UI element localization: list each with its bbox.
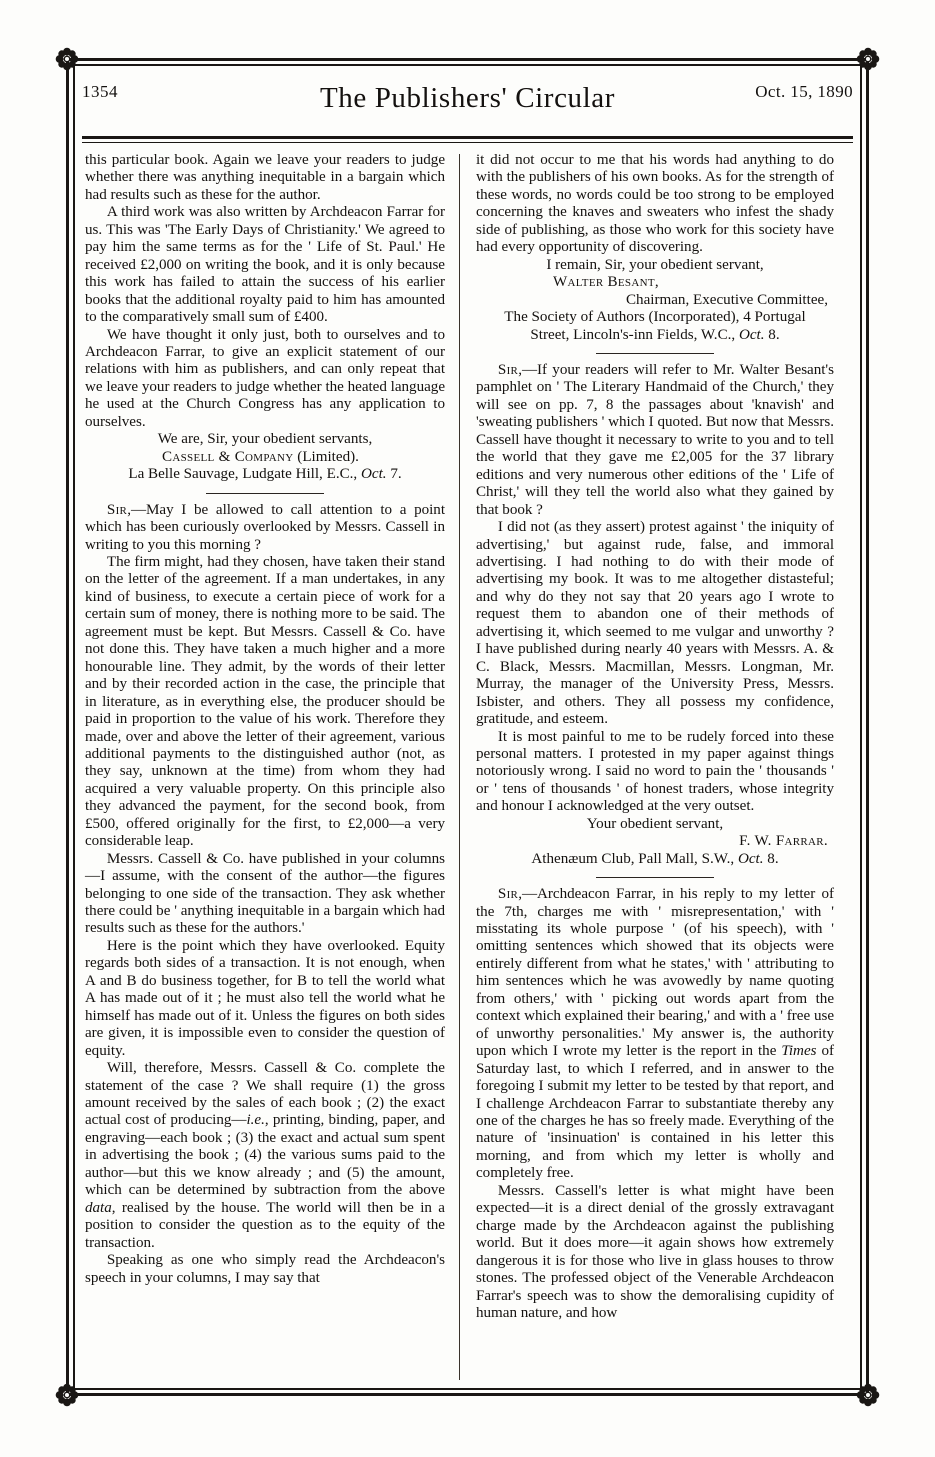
address-month: Oct. <box>738 326 765 343</box>
address-day: 7. <box>386 466 402 483</box>
address-month: Oct. <box>737 850 764 867</box>
frame-top-inner-rule <box>66 64 869 66</box>
paragraph-text: ,—May I be allowed to call attention to a point which has been curiously overlooked by Messrs. Cassell in writing to you this morning ? <box>85 501 445 553</box>
paragraph: We have thought it only just, both to ourselves and to Archdeacon Farrar, to give an explicit statement of our relations with him as publishers, and can only repeat that we leave your readers to judge whether the heated language he used at the Church Congress has any application to ourselves. <box>85 326 445 430</box>
letter-closing: Your obedient servant, <box>586 815 724 832</box>
latin-term: data <box>85 1199 112 1216</box>
address-text: Athenæum Club, Pall Mall, S.W., <box>531 850 738 867</box>
salutation: Sir <box>497 886 519 903</box>
signature-name: Walter Besant, <box>553 274 659 291</box>
signature-name: F. W. Farrar. <box>739 833 828 850</box>
left-column <box>85 152 459 1382</box>
paragraph <box>476 886 834 1183</box>
paragraph-text: , realised by the house. The world will then be in a position to consider the question as to the equity of the transaction. <box>85 1199 445 1251</box>
letter-separator-rule <box>596 353 714 354</box>
salutation: Sir <box>497 361 519 378</box>
publication-title: The Publishers' Circular <box>319 82 616 114</box>
rosette-ornament-icon <box>52 44 82 74</box>
paragraph: It is most painful to me to be rudely forced into these personal matters. I protested in my paper against things notoriously wrong. I said no word to pain the ' thousands ' or ' tens of thousands ' of honest traders, whose integrity and honour I acknowledged at the very outset. <box>476 728 834 815</box>
address-day: 8. <box>764 326 780 343</box>
letter-signature <box>476 833 834 850</box>
frame-bottom-inner-rule <box>66 1388 869 1390</box>
paragraph-text: of Saturday last, to which I referred, and in answer to the foregoing I submit my letter to be tested by that report, and I challenge Archdeacon Farrar to substantiate thereby any one of the charges he has so freely made. Everything of the nature of 'insinuation' is contained in his letter this morning, and from which my letter is wholly and completely free. <box>476 1043 834 1182</box>
paragraph: The firm might, had they chosen, have taken their stand on the letter of the agreement. If a man undertakes, in any kind of business, to execute a certain piece of work for a certain sum of money, there is nothing more to be said. The agreement must be kept. But Messrs. Cassell & Co. have not done this. They have taken a much higher and a more honourable line. They admit, by the words of their letter and by their recorded action in the case, the principle that in literature, as in everything else, the producer should be paid in proportion to the value of his work. Therefore they made, over and above the letter of their agreement, various additional payments to the distinguished author (not, as they say, unknown at the time) from whom they had acquired a very valuable property. On this principle also they advanced the payment, for the second book, from £500, offered originally for the first, to £2,000—a very considerable leap. <box>85 553 445 850</box>
letter-signature <box>85 449 445 466</box>
address-text: Street, Lincoln's-inn Fields, W.C., <box>530 326 739 343</box>
masthead-rule-lower <box>82 142 853 143</box>
rosette-ornament-icon <box>853 44 883 74</box>
two-column-body <box>85 152 850 1382</box>
issue-date: Oct. 15, 1890 <box>755 82 853 101</box>
frame-left-outer-rule <box>66 58 69 1396</box>
rosette-ornament-icon <box>52 1380 82 1410</box>
frame-right-inner-rule <box>860 58 862 1396</box>
paragraph: it did not occur to me that his words had anything to do with the publishers of his own books. As for the strength of these words, no words could be too strong to be employed concerning the knaves and sweaters who infest the shady side of publishing, as those who work for this society have had every opportunity of discovering. <box>476 152 834 256</box>
ornamental-frame <box>66 58 869 1396</box>
rosette-ornament-icon <box>853 1380 883 1410</box>
signature-name: Cassell & Company <box>162 448 294 465</box>
paragraph: Messrs. Cassell's letter is what might have been expected—it is a direct denial of the grossly extravagant charge made by the Archdeacon against the publishing world. But it does more—it again shows how extremely dangerous it is for those who live in glass houses to throw stones. The professed object of the Venerable Archdeacon Farrar's speech was to show the demoralising cupidity of human nature, and how <box>476 1182 834 1321</box>
signature-suffix: (Limited). <box>293 448 359 465</box>
letter-address <box>85 466 445 483</box>
paragraph: Messrs. Cassell & Co. have published in your columns—I assume, with the consent of the author—the figures belonging to one side of the transaction. They ask whether there could be ' anything inequitable in a bargain which had results such as these for the authors.' <box>85 850 445 937</box>
newspaper-title: Times <box>781 1043 817 1060</box>
paragraph-text: , printing, binding, paper, and engraving—each book ; (3) the exact and actual sum spent in advertising the book ; (4) the various sums paid to the author—but this we know already ; and (5) the amount, which can be determined by subtraction from the above <box>85 1112 445 1199</box>
letter-separator-rule <box>206 493 324 494</box>
address-month: Oct. <box>360 466 387 483</box>
paragraph: Speaking as one who simply read the Archdeacon's speech in your columns, I may say that <box>85 1252 445 1286</box>
paragraph: this particular book. Again we leave your readers to judge whether there was anything inequitable in a bargain which had results such as these for the author. <box>85 152 445 203</box>
letter-address: The Society of Authors (Incorporated), 4 Portugal <box>504 309 806 326</box>
signatory-role: Chairman, Executive Committee, <box>625 291 828 308</box>
letter-closing: I remain, Sir, your obedient servant, <box>546 256 764 273</box>
paragraph-text: ,—If your readers will refer to Mr. Walter Besant's pamphlet on ' The Literary Handmaid of the Church,' they will see on pp. 7, 8 the passages about 'knavish' and 'sweating publishers ' which I quoted. But now that Messrs. Cassell have thought it necessary to write to you and to tell the world that they gave me £2,005 for the 37 library editions and very numerous other editions of the ' Life of Christ,' will they tell the world also what they gained by that book ? <box>476 361 834 518</box>
letter-address <box>476 327 834 344</box>
masthead-rule-upper <box>82 136 853 139</box>
latin-abbreviation: i.e. <box>246 1112 265 1129</box>
paragraph-text: Will, therefore, Messrs. Cassell & Co. complete the statement of the case ? We shall require (1) the gross amount received by the sales of each book ; (2) the exact actual cost of producing— <box>85 1060 445 1129</box>
frame-right-outer-rule <box>866 58 869 1396</box>
letter-closing: We are, Sir, your obedient servants, <box>157 431 373 448</box>
paragraph <box>85 502 445 554</box>
page-folio-number: 1354 <box>82 82 118 101</box>
salutation: Sir <box>106 501 128 518</box>
paragraph: I did not (as they assert) protest against ' the iniquity of advertising,' but against rude, false, and immoral advertising. I had nothing to do with their mode of advertising my book. It was to me altogether distasteful; and why do they not say that 20 years ago I wrote to request them to abandon one of their methods of advertising it, which seemed to me vulgar and unworthy ? I have published during nearly 40 years with Messrs. A. & C. Black, Messrs. Macmillan, Messrs. Longman, Mr. Murray, the manager of the University Press, Messrs. Isbister, and others. They all possess my confidence, gratitude, and esteem. <box>476 519 834 728</box>
address-text: La Belle Sauvage, Ludgate Hill, E.C., <box>128 466 361 483</box>
paragraph <box>85 1060 445 1252</box>
letter-signature <box>476 274 834 291</box>
paragraph: Here is the point which they have overlooked. Equity regards both sides of a transaction. It is not enough, when A and B do business together, for B to tell the world what A has made out of it ; he must also tell the world what he himself has made out of it. Unless the figures on both sides are given, it is impossible even to consider the question of equity. <box>85 937 445 1059</box>
paragraph-text: ,—Archdeacon Farrar, in his reply to my letter of the 7th, charges me with ' misrepresentation,' with ' misstating its whole purpose ' (of his speech), with ' omitting sentences which showed that its objects were entirely different from what he states,' with ' attributing to him sentences which he was avowedly by name quoting from others,' with ' picking out words apart from the context which explained their bearing,' and with a ' free use of unworthy personalities.' My answer is, the authority upon which I wrote my letter is the report in the <box>476 886 834 1060</box>
frame-top-outer-rule <box>66 58 869 61</box>
frame-bottom-outer-rule <box>66 1393 869 1396</box>
letter-address <box>476 851 834 868</box>
right-column <box>460 152 834 1382</box>
address-day: 8. <box>763 850 779 867</box>
paragraph <box>476 362 834 519</box>
paragraph: A third work was also written by Archdeacon Farrar for us. This was 'The Early Days of Christianity.' We agreed to pay him the same terms as for the ' Life of St. Paul.' He received £2,000 on writing the book, and it is only because this work has failed to attain the success of his earlier books that the additional royalty paid to him has amounted to the comparatively small sum of £400. <box>85 204 445 326</box>
masthead <box>82 82 853 130</box>
frame-left-inner-rule <box>73 58 75 1396</box>
letter-separator-rule <box>596 877 714 878</box>
